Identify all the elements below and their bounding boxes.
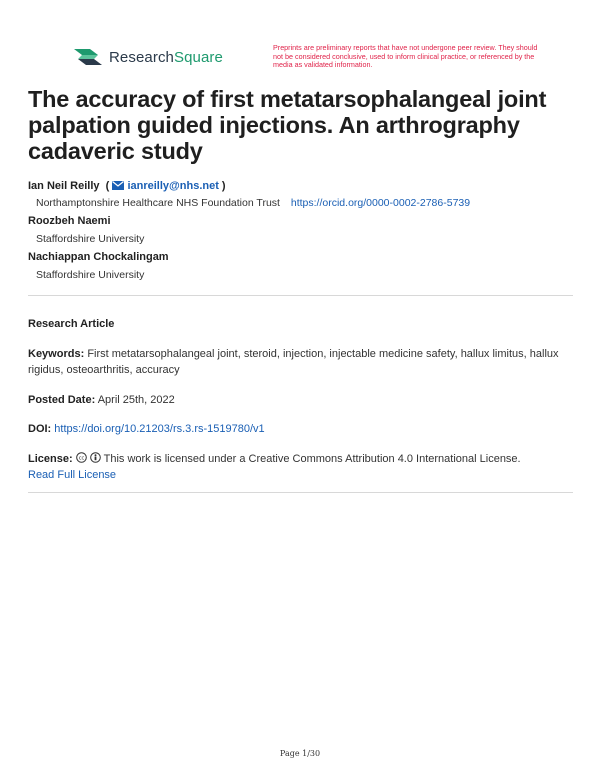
- research-square-logo-icon: [74, 47, 102, 67]
- license-text: This work is licensed under a Creative Commons Attribution 4.0 International License.: [103, 453, 521, 465]
- divider-bottom: [28, 492, 573, 493]
- orcid-link[interactable]: https://orcid.org/0000-0002-2786-5739: [290, 197, 471, 209]
- divider-top: [28, 295, 573, 296]
- preprint-disclaimer: Preprints are preliminary reports that have not undergone peer review. They should not be considered conclusive, used to inform clinical practice, or referenced by the media as validated information.: [273, 43, 538, 70]
- author-1-affiliation: Northamptonshire Healthcare NHS Foundation Trust https://orcid.org/0000-0002-2786-5739: [36, 197, 471, 209]
- posted-date: [28, 392, 573, 408]
- creative-commons-icon: [76, 452, 87, 463]
- keywords-value: First metatarsophalangeal joint, steroid, injection, injectable medicine safety, hallux limitus, hallux rigidus, osteoarthritis, accuracy: [28, 348, 559, 376]
- article-type: Research Article: [28, 318, 115, 330]
- author-2-affiliation: Staffordshire University: [36, 233, 145, 245]
- attribution-icon: [90, 452, 101, 463]
- brand-name: ResearchSquare: [109, 48, 223, 66]
- posted-date-value: April 25th, 2022: [97, 394, 175, 406]
- posted-date-label: Posted Date:: [28, 394, 96, 406]
- author-email-link[interactable]: ianreilly@nhs.net: [112, 180, 218, 192]
- article-title: The accuracy of first metatarsophalangeal joint palpation guided injections. An arthrography cadaveric study: [28, 86, 547, 164]
- keywords-label: Keywords:: [28, 348, 85, 360]
- email-icon: [112, 181, 124, 190]
- author-3-affiliation: Staffordshire University: [36, 269, 145, 281]
- author-1: Ian Neil Reilly ( ianreilly@nhs.net ): [28, 180, 226, 192]
- author-name: Ian Neil Reilly: [28, 180, 100, 192]
- page-number: Page 1/30: [279, 749, 321, 758]
- license-label: License:: [28, 453, 73, 465]
- doi-label: DOI:: [28, 423, 52, 435]
- keywords: [28, 346, 573, 378]
- author-3-name: Nachiappan Chockalingam: [28, 251, 169, 263]
- doi: [28, 421, 573, 437]
- read-full-license-link[interactable]: Read Full License: [28, 469, 117, 481]
- author-2-name: Roozbeh Naemi: [28, 215, 111, 227]
- research-square-logo[interactable]: [74, 47, 223, 67]
- license: [28, 451, 573, 483]
- doi-link[interactable]: https://doi.org/10.21203/rs.3.rs-1519780/v1: [54, 423, 265, 435]
- svg-text:cc: cc: [78, 455, 84, 462]
